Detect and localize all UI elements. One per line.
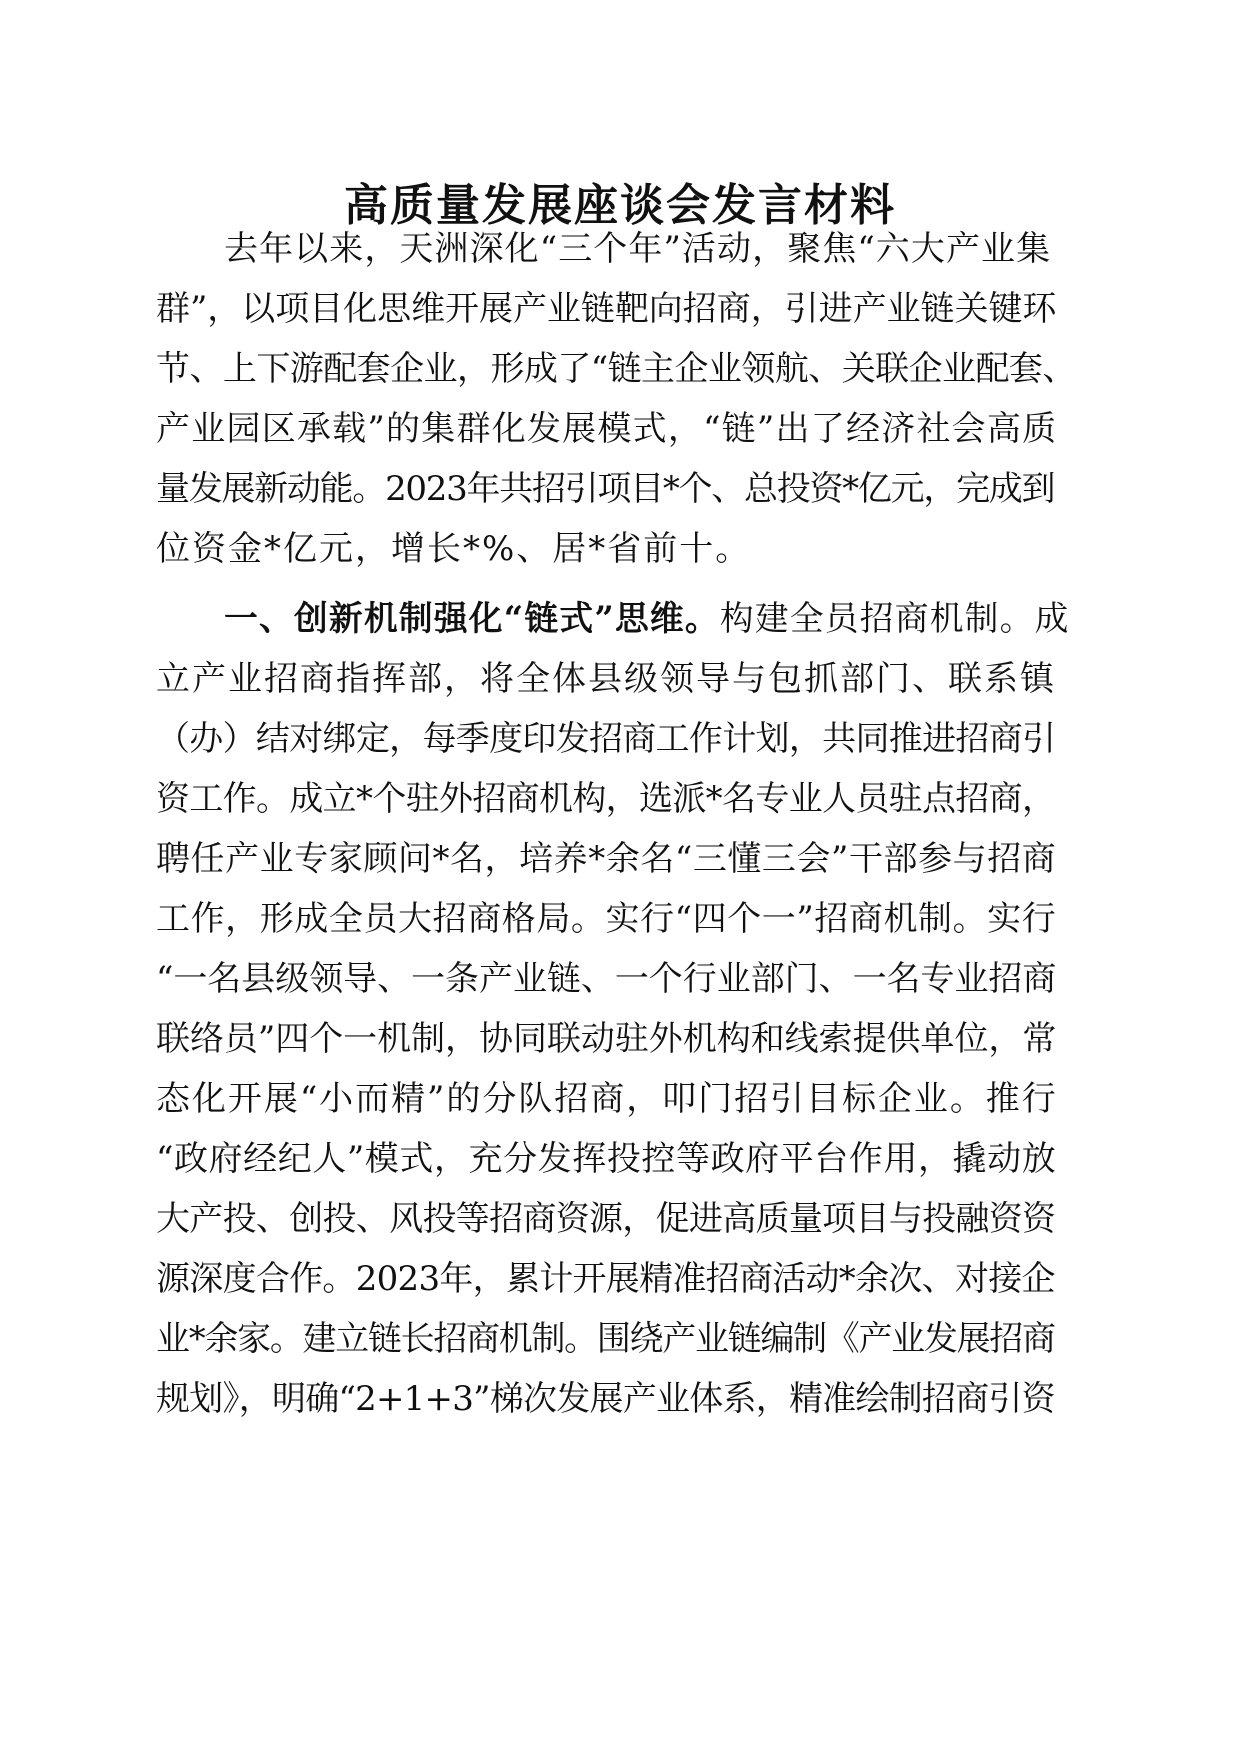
section-first-line-text: 构建全员招商机制。成 — [719, 599, 1070, 639]
document-title: 高质量发展座谈会发言材料 — [344, 180, 896, 231]
paragraph-line: 量发展新动能。2023年共招引项目*个、总投资*亿元，完成到 — [156, 469, 1055, 509]
paragraph-line: 资工作。成立*个驻外招商机构，选派*名专业人员驻点招商， — [156, 779, 1056, 819]
paragraph-line: 联络员”四个一机制，协同联动驻外机构和线索提供单位，常 — [156, 1019, 1057, 1059]
section-first-line — [224, 599, 1070, 639]
paragraph-line: 态化开展“小而精”的分队招商，叩门招引目标企业。推行 — [156, 1079, 1058, 1119]
paragraph-line: 立产业招商指挥部，将全体县级领导与包抓部门、联系镇 — [156, 659, 1056, 699]
paragraph-line: 节、上下游配套企业，形成了“链主企业领航、关联企业配套、 — [156, 349, 1076, 389]
paragraph-line: 聘任产业专家顾问*名，培养*余名“三懂三会”干部参与招商 — [156, 839, 1057, 879]
paragraph-line: 大产投、创投、风投等招商资源，促进高质量项目与投融资资 — [156, 1199, 1056, 1239]
paragraph-line: 产业园区承载”的集群化发展模式，“链”出了经济社会高质 — [156, 409, 1058, 449]
section-heading: 一、创新机制强化“链式”思维。 — [224, 599, 720, 639]
paragraph-line: “一名县级领导、一条产业链、一个行业部门、一名专业招商 — [156, 959, 1057, 999]
paragraph-line: 业*余家。建立链长招商机制。围绕产业链编制《产业发展招商 — [156, 1319, 1055, 1359]
paragraph-line: 源深度合作。2023年，累计开展精准招商活动*余次、对接企 — [156, 1259, 1055, 1299]
paragraph-line: “政府经纪人”模式，充分发挥投控等政府平台作用，撬动放 — [156, 1139, 1057, 1179]
paragraph-line: 工作，形成全员大招商格局。实行“四个一”招商机制。实行 — [156, 899, 1057, 939]
paragraph-line: （办）结对绑定，每季度印发招商工作计划，共同推进招商引 — [156, 719, 1056, 759]
paragraph-line: 位资金*亿元，增长*%、居*省前十。 — [156, 529, 752, 569]
paragraph-line: 规划》，明确“2+1+3”梯次发展产业体系，精准绘制招商引资 — [156, 1379, 1055, 1419]
paragraph-line: 群”，以项目化思维开展产业链靶向招商，引进产业链关键环 — [156, 289, 1057, 329]
paragraph-line: 去年以来，天洲深化“三个年”活动，聚焦“六大产业集 — [224, 229, 1052, 269]
